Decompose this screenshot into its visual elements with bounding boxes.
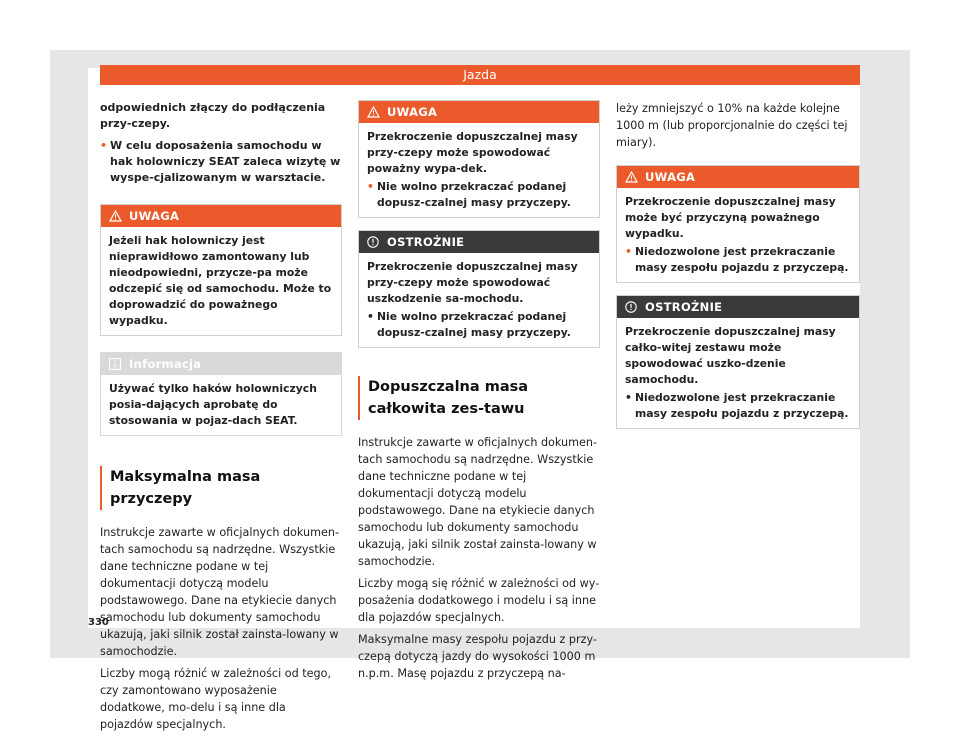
warning-box — [100, 204, 342, 336]
warning-bullet — [367, 179, 591, 211]
bullet-text: Niedozwolone jest przekraczanie masy zespołu pojazdu z przyczepą. — [635, 245, 849, 274]
caution-body — [617, 318, 859, 428]
warning-box — [616, 165, 860, 283]
info-header — [101, 353, 341, 375]
info-icon — [109, 358, 129, 370]
info-box — [100, 352, 342, 436]
warning-triangle-icon — [367, 106, 387, 118]
bullet-icon: • — [100, 139, 108, 152]
warning-title: UWAGA — [129, 209, 180, 223]
body-paragraph: Liczby mogą się różnić w zależności od wy-posażenia dodatkowego i modelu i są inne dla pojazdów specjalnych. — [358, 577, 600, 624]
caution-body — [359, 253, 599, 347]
caution-header — [617, 296, 859, 318]
warning-title: UWAGA — [387, 105, 438, 119]
caution-text: Przekroczenie dopuszczalnej masy całko-witej zestawu może spowodować uszko-dzenie samochodu. — [625, 325, 836, 386]
caution-box — [358, 230, 600, 348]
section-title: Maksymalna masa przyczepy — [100, 466, 342, 510]
caution-text: Przekroczenie dopuszczalnej masy przy-czepy może spowodować uszkodzenie sa-mochodu. — [367, 260, 578, 305]
body-paragraph: Instrukcje zawarte w oficjalnych dokumen-tach samochodu są nadrzędne. Wszystkie dane techniczne podane w tej dokumentacji dotyczą modelu podstawowego. Dane na etykiecie danych samochodu lub dokumenty samochodu ukazują, jaki silnik został zainsta-lowany w samochodzie. — [358, 436, 598, 568]
info-text: Używać tylko haków holowniczych posia-dających aprobatę do stosowania w pojaz-dach SEAT. — [109, 382, 317, 427]
caution-bullet — [367, 309, 591, 341]
column-1 — [100, 100, 342, 738]
bullet-icon: • — [625, 391, 632, 404]
column-2 — [358, 100, 600, 687]
bullet-icon: • — [367, 310, 374, 323]
warning-body — [359, 123, 599, 217]
body-paragraph: Liczby mogą różnić w zależności od tego, czy zamontowano wyposażenie dodatkowe, mo-delu i są inne dla pojazdów specjalnych. — [100, 667, 332, 731]
warning-body — [617, 188, 859, 282]
warning-bullet — [625, 244, 851, 276]
warning-text: Jeżeli hak holowniczy jest nieprawidłowo zamontowany lub nieodpowiedni, przycze-pa może odczepić się od samochodu. Może to doprowadzić do poważnego wypadku. — [109, 234, 332, 327]
section-title: Dopuszczalna masa całkowita zes-tawu — [358, 376, 600, 420]
caution-circle-icon — [367, 236, 387, 248]
caution-header — [359, 231, 599, 253]
intro-bullet — [100, 138, 342, 186]
caution-title: OSTROŻNIE — [645, 300, 723, 314]
bullet-icon: • — [625, 245, 632, 258]
bullet-text: W celu doposażenia samochodu w hak holowniczy SEAT zaleca wizytę w wyspe-cjalizowanym w warsztacie. — [110, 139, 341, 184]
warning-triangle-icon — [625, 171, 645, 183]
warning-triangle-icon — [109, 210, 129, 222]
column-3 — [616, 100, 860, 429]
warning-text: Przekroczenie dopuszczalnej masy może być przyczyną poważnego wypadku. — [625, 195, 836, 240]
caution-bullet — [625, 390, 851, 422]
caution-box — [616, 295, 860, 429]
warning-header — [101, 205, 341, 227]
intro-text: odpowiednich złączy do podłączenia przy-czepy. — [100, 101, 326, 130]
warning-header — [359, 101, 599, 123]
warning-header — [617, 166, 859, 188]
caution-title: OSTROŻNIE — [387, 235, 465, 249]
bullet-text: Nie wolno przekraczać podanej dopusz-czalnej masy przyczepy. — [377, 310, 571, 339]
body-paragraph: Maksymalne masy zespołu pojazdu z przy-czepą dotyczą jazdy do wysokości 1000 m n.p.m. Masę pojazdu z przyczepą na- — [358, 633, 597, 680]
warning-text: Przekroczenie dopuszczalnej masy przy-czepy może spowodować poważny wypa-dek. — [367, 130, 578, 175]
page-number: 330 — [88, 617, 109, 628]
body-paragraph: Instrukcje zawarte w oficjalnych dokumen-tach samochodu są nadrzędne. Wszystkie dane techniczne podane w tej dokumentacji dotyczą modelu podstawowego. Dane na etykiecie danych samochodu lub dokumenty samochodu ukazują, jaki silnik został zainsta-lowany w samochodzie. — [100, 526, 340, 658]
bullet-text: Niedozwolone jest przekraczanie masy zespołu pojazdu z przyczepą. — [635, 391, 849, 420]
body-paragraph: leży zmniejszyć o 10% na każde kolejne 1000 m (lub proporcjonalnie do części tej miary). — [616, 102, 848, 149]
page-header: Jazda — [100, 65, 860, 85]
bullet-icon: • — [367, 180, 374, 193]
info-title: Informacja — [129, 357, 202, 371]
warning-box — [358, 100, 600, 218]
warning-title: UWAGA — [645, 170, 696, 184]
caution-circle-icon — [625, 301, 645, 313]
bullet-text: Nie wolno przekraczać podanej dopusz-czalnej masy przyczepy. — [377, 180, 571, 209]
